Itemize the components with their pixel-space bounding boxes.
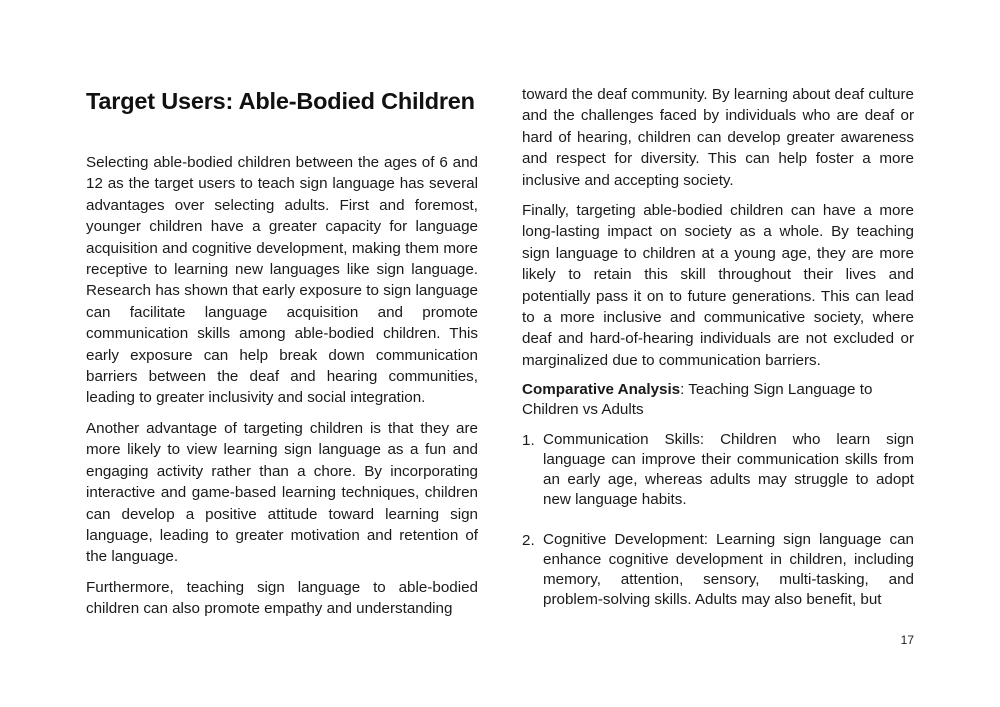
paragraph-age-advantages: Selecting able-bodied children between the ages of 6 and 12 as the target users to teach sign language has several advantages over selecting adults. First and foremost, younger children have a greater capacity for language acquisition and cognitive development, making them more receptive to learning new languages like sign language. Research has shown that early exposure to sign language can facilitate language acquisition and promote communication skills among able-bodied children. This early exposure can help break down communication barriers between the deaf and hearing communities, leading to greater inclusivity and social integration. [86,154,478,407]
list-item-text: Cognitive Development: Learning sign language can enhance cognitive development in children, including memory, attention, sensory, multi-tasking, and problem-solving skills. Adults may also benefit, but [543,531,914,608]
paragraph-fun-engaging: Another advantage of targeting children is that they are more likely to view learning sign language as a fun and engaging activity rather than a chore. By incorporating interactive and game-based learning techniques, children can develop a positive attitude toward learning sign language, leading to greater motivation and retention of the language. [86,420,478,566]
paragraph-long-lasting-impact: Finally, targeting able-bodied children can have a more long-lasting impact on society as a whole. By teaching sign language to children at a young age, they are more likely to retain this skill throughout their lives and potentially pass it on to future generations. This can lead to a more inclusive and communicative society, where deaf and hard-of-hearing individuals are not excluded or marginalized due to communication barriers. [522,202,914,369]
page-title: Target Users: Able-Bodied Children [86,88,475,114]
comparative-analysis-subtitle: : Teaching Sign Language to Children vs Adults [522,381,873,418]
list-item-number: 2. [522,532,535,549]
comparative-analysis-heading [522,380,914,420]
page-number: 17 [900,633,914,647]
paragraph-empathy-start: Furthermore, teaching sign language to able-bodied children can also promote empathy and understanding [86,579,478,618]
list-item-text: Communication Skills: Children who learn sign language can improve their communication skills from an early age, whereas adults may struggle to adopt new language habits. [543,431,914,508]
list-item-number: 1. [522,432,535,449]
paragraph-empathy-continued: toward the deaf community. By learning about deaf culture and the challenges faced by individuals who are deaf or hard of hearing, children can develop greater awareness and respect for diversity. This can help foster a more inclusive and accepting society. [522,86,914,189]
comparative-analysis-label: Comparative Analysis [522,381,681,398]
